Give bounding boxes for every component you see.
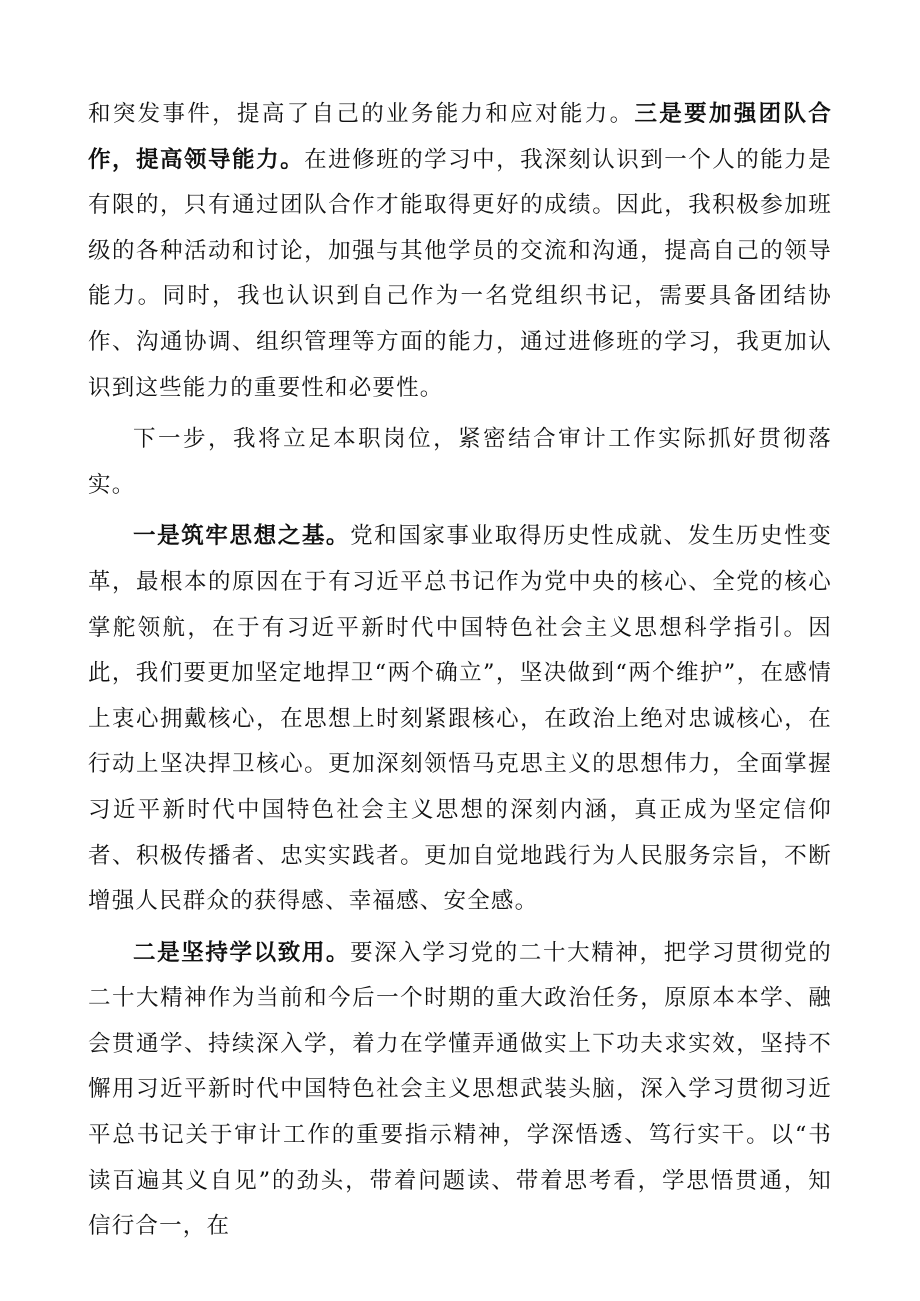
paragraph-text: 和突发事件，提高了自己的业务能力和应对能力。 <box>88 101 635 127</box>
paragraph-learning-application <box>88 931 832 1250</box>
bold-heading-team-cooperation: 三是要加强团队合作，提高领导能力。 <box>88 101 832 173</box>
paragraph-text: 要深入学习党的二十大精神，把学习贯彻党的二十大精神作为当前和今后一个时期的重大政治任务，原原本本学、融会贯通学、持续深入学，着力在学懂弄通做实上下功夫求实效，坚持不懈用习近平新时代中国特色社会主义思想武装头脑，深入学习贯彻习近平总书记关于审计工作的重要指示精神，学深悟透、笃行实干。以“书读百遍其义自见”的劲头，带着问题读、带着思考看，学思悟贯通，知信行合一，在 <box>88 939 832 1240</box>
paragraph-text: 党和国家事业取得历史性成就、发生历史性变革，最根本的原因在于有习近平总书记作为党中央的核心、全党的核心掌舵领航，在于有习近平新时代中国特色社会主义思想科学指引。因此，我们要更加坚定地捍卫“两个确立”，坚决做到“两个维护”，在感情上衷心拥戴核心，在思想上时刻紧跟核心，在政治上绝对忠诚核心，在行动上坚决捍卫核心。更加深刻领悟马克思主义的思想伟力，全面掌握习近平新时代中国特色社会主义思想的深刻内涵，真正成为坚定信仰者、积极传播者、忠实实践者。更加自觉地践行为人民服务宗旨，不断增强人民群众的获得感、幸福感、安全感。 <box>88 523 832 915</box>
bold-heading-ideological-foundation: 一是筑牢思想之基。 <box>133 523 351 550</box>
paragraph-ideological-foundation <box>88 514 832 924</box>
paragraph-next-step <box>88 417 832 508</box>
paragraph-team-cooperation <box>88 92 832 411</box>
paragraph-text: 在进修班的学习中，我深刻认识到一个人的能力是有限的，只有通过团队合作才能取得更好的成绩。因此，我积极参加班级的各种活动和讨论，加强与其他学员的交流和沟通，提高自己的领导能力。同时，我也认识到自己作为一名党组织书记，需要具备团结协作、沟通协调、组织管理等方面的能力，通过进修班的学习，我更加认识到这些能力的重要性和必要性。 <box>88 146 832 401</box>
bold-heading-learning-application: 二是坚持学以致用。 <box>133 939 351 966</box>
document-page <box>88 92 832 1250</box>
paragraph-text: 下一步，我将立足本职岗位，紧密结合审计工作实际抓好贯彻落实。 <box>88 426 832 498</box>
